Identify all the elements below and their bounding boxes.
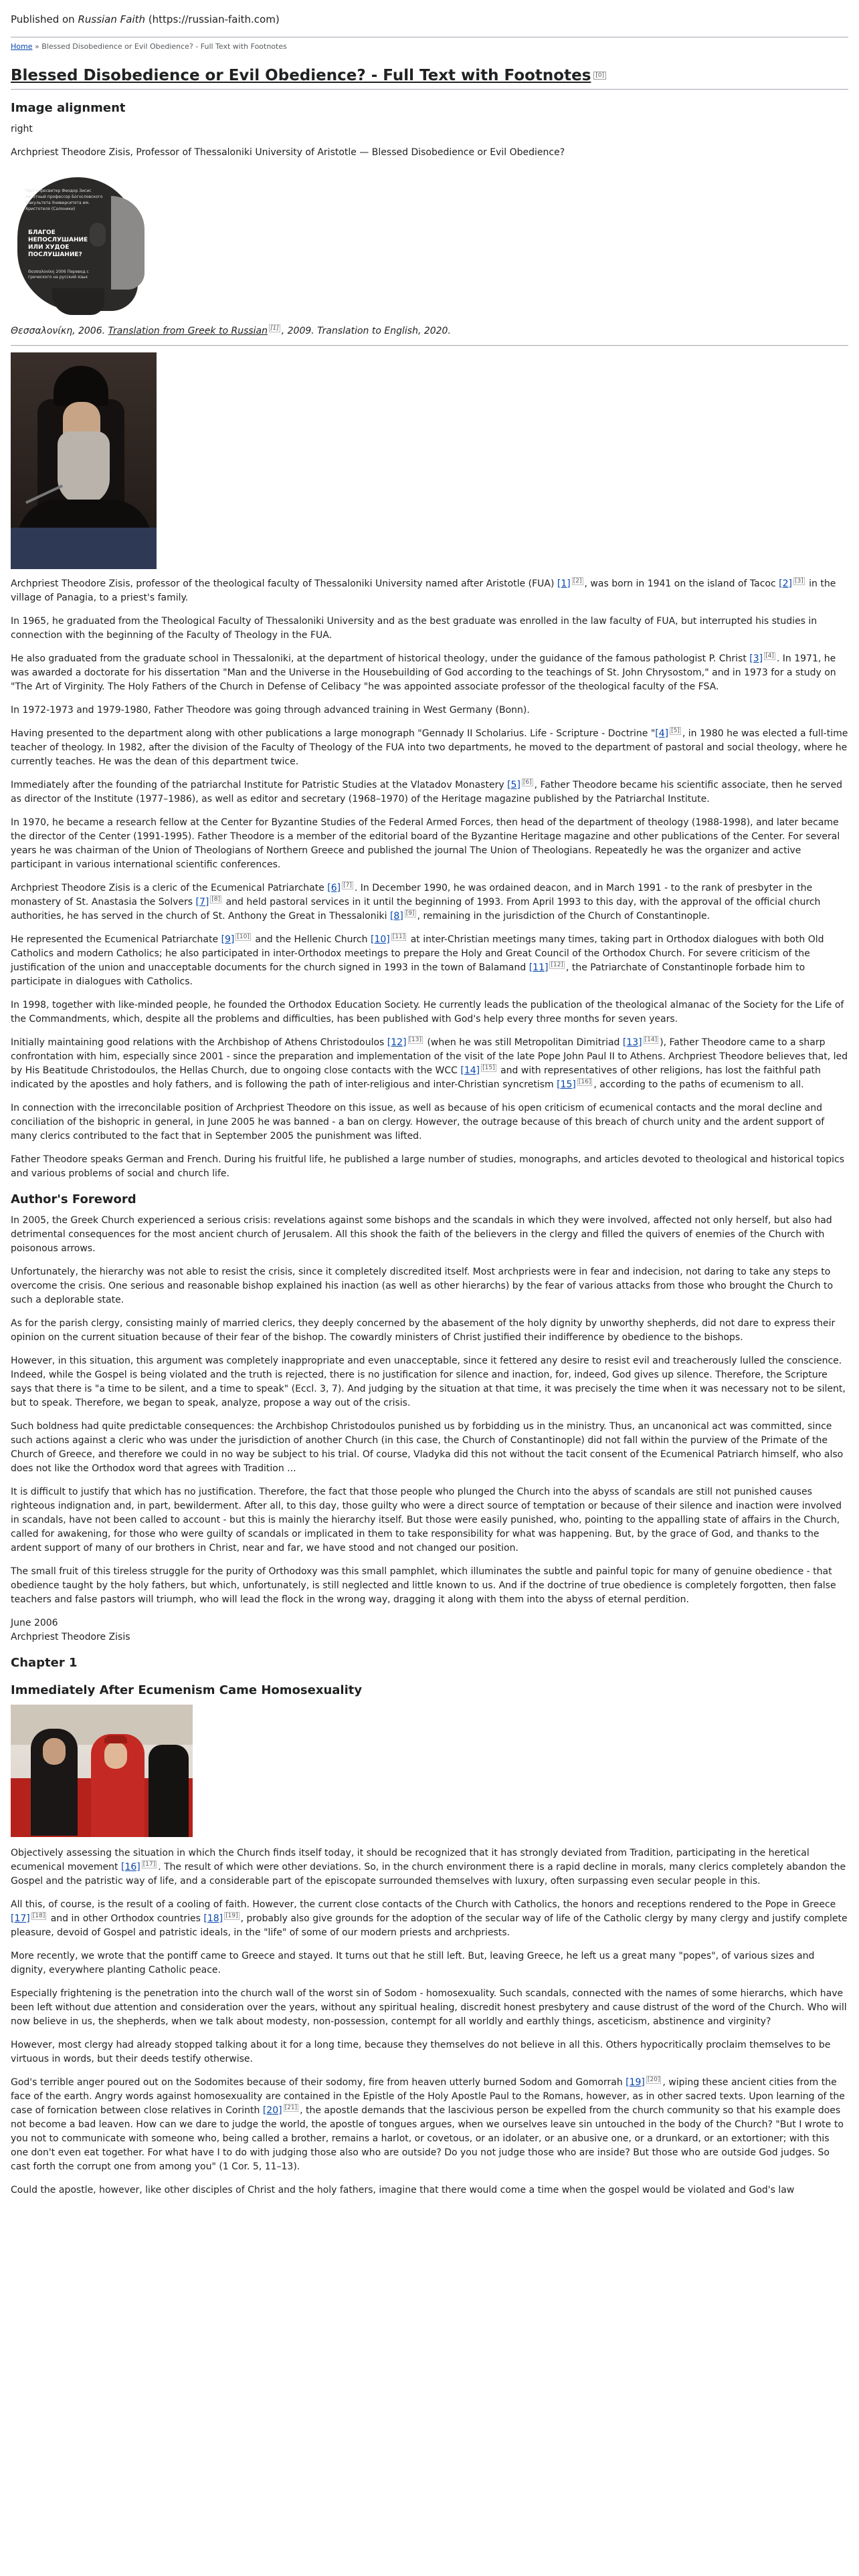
footnote-link[interactable]: [9] bbox=[221, 934, 235, 945]
footnote-link[interactable]: [15] bbox=[557, 1079, 576, 1090]
footnote-marker: [11] bbox=[392, 933, 405, 940]
bio-p5-text: , in 1980 he was elected a full-time teacher of theology. In 1982, after the division of the Faculty of Theology of the FUA into two departments, he moved to the department of pastoral and social theology, where he currently teaches. He was the dean of this department twice. bbox=[11, 728, 848, 767]
foreword-paragraph: As for the parish clergy, consisting mainly of married clerics, they deeply concerned by the abasement of the holy dignity by unworthy shepherds, did not dare to express their opinion on the current situation because of their fear of the bishop. The cowardly ministers of Christ justified their indifference by obedience to the bishops. bbox=[11, 1317, 836, 1343]
breadcrumb-separator: » bbox=[34, 41, 39, 51]
chapter-p2-text: All this, of course, is the result of a cooling of faith. However, the current close contacts of the Church with Catholics, the honors and receptions rendered to the Pope in Greece bbox=[11, 1899, 836, 1910]
chapter-paragraph: However, most clergy had already stopped talking about it for a long time, because they themselves do not believe in all this. Others hypocritically proclaim themselves to be virtuous in words, but their deeds testify otherwise. bbox=[11, 2039, 831, 2064]
chapter-p6-text: God's terrible anger poured out on the Sodomites because of their sodomy, fire from heaven utterly burned Sodom and Gomorrah bbox=[11, 2076, 623, 2088]
chapter-paragraph: Especially frightening is the penetration into the church wall of the worst sin of Sodom - homosexuality. Such scandals, connected with the names of some hierarchs, which have been left without due attention and consideration over the years, without any spiritual healing, discredit honest presbytery and cause distrust of the word of the Church. Who will now believe in us, the shepherds, when we talk about modesty, non-possession, contempt for all worldly and earthly things, asceticism, abstinence and virginity? bbox=[11, 1988, 847, 2027]
bio-p11-text: (when he was still Metropolitan Dimitriad bbox=[427, 1037, 620, 1048]
bio-paragraph: Father Theodore speaks German and French. During his fruitful life, he published a large number of studies, monographs, and articles devoted to theological and historical topics and various problems of social and church life. bbox=[11, 1154, 845, 1179]
photo-kamilavka bbox=[54, 366, 108, 406]
cover-caption bbox=[11, 324, 848, 338]
bio-paragraph bbox=[11, 1036, 848, 1092]
caption-translation-link[interactable]: Translation from Greek to Russian bbox=[108, 325, 268, 336]
chapter-paragraph: Could the apostle, however, like other disciples of Christ and the holy fathers, imagine that there would come a time when the gospel would be violated and God's law bbox=[11, 2184, 795, 2195]
footnote-marker: [18] bbox=[32, 1912, 45, 1919]
bio-p1-text: Archpriest Theodore Zisis, professor of the theological faculty of Thessaloniki University named after Aristotle (FUA) bbox=[11, 578, 555, 589]
footnote-link[interactable]: [6] bbox=[327, 882, 341, 893]
external-link-icon: [0] bbox=[593, 72, 606, 80]
foreword-paragraph: However, in this situation, this argument was completely inappropriate and even unacceptable, since it fettered any desire to resist evil and treacherously lulled the conscience. Indeed, while the Gospel is being violated and the truth is rejected, there is no justification for silence and inaction, for, indeed, God gives up silence. Therefore, the Scripture says that there is "a time to be silent, and a time to speak" (Eccl. 3, 7). And judging by the situation at that time, it was precisely the time when it was necessary not to be silent, but to speak. Therefore, we began to speak, analyze, propose a way out of the crisis. bbox=[11, 1355, 846, 1408]
bio-paragraph: In connection with the irreconcilable position of Archpriest Theodore on this issue, as well as because of his open criticism of ecumenical contacts and the moral decline and conciliation of the bishopric in general, in June 2005 he was banned - a ban on clergy. However, the outrage because of this breach of church unity and the ardent support of many clerics contributed to the fact that in September 2005 the punishment was lifted. bbox=[11, 1102, 825, 1142]
footnote-marker: [12] bbox=[551, 961, 563, 968]
bio-p9-text: at inter-Christian meetings many times, taking part in Orthodox dialogues with both Old Catholics and modern Catholics; he also participated in inter-Orthodox meetings to prepare the Holy and Great Council of the Orthodox Church. For severe criticism of the justification of the union and unacceptable documents for the church signed in 1993 in the town of Balamand bbox=[11, 934, 824, 973]
footnote-link[interactable]: [14] bbox=[460, 1065, 480, 1076]
footnote-marker: [4] bbox=[765, 652, 774, 659]
footnote-link[interactable]: [17] bbox=[11, 1913, 30, 1924]
footnote-marker: [13] bbox=[409, 1036, 422, 1043]
chapter-paragraph bbox=[11, 2076, 848, 2174]
caption-link-marker: [1] bbox=[270, 324, 279, 332]
footnote-link[interactable]: [11] bbox=[529, 962, 549, 973]
foreword-paragraph: It is difficult to justify that which has no justification. Therefore, the fact that those people who plunged the Church into the abyss of scandals are still not punished causes righteous indignation and, in part, bewilderment. After all, to this day, those guilty who were a direct source of temptation or because of their silence and inaction were involved in scandals, have not been called to account - but this is mainly the hierarchy itself. But those were easily punished, who, pointing to the appalling state of affairs in the Church, called for awakening, for those who were guilty of scandals or implicated in them to take responsibility for what was happening. But, by the grace of God, and thanks to the ardent support of many of our brothers in Christ, near and far, we have stood and not changed our position. bbox=[11, 1486, 842, 1553]
bio-paragraph bbox=[11, 577, 848, 605]
bio-p11-text: , according to the paths of ecumenism to all. bbox=[593, 1079, 804, 1090]
page-title bbox=[11, 64, 848, 90]
footnote-marker: [10] bbox=[237, 933, 250, 940]
footnote-link[interactable]: [4] bbox=[655, 728, 669, 739]
image-alignment-heading: Image alignment bbox=[11, 100, 126, 115]
bio-p8-text: . In December 1990, he was ordained deacon, and in March 1991 - to the rank of presbyter in the monastery of St. Anastasia the Solvers bbox=[11, 882, 813, 907]
footnote-marker: [7] bbox=[343, 881, 352, 889]
chapter-paragraph: More recently, we wrote that the pontiff came to Greece and stayed. It turns out that he still left. But, leaving Greece, he left us a great many "popes", of various sizes and dignity, everywhere planting Catholic peace. bbox=[11, 1950, 815, 1975]
photo2-cardinal-face bbox=[104, 1742, 127, 1769]
footnote-link[interactable]: [1] bbox=[557, 578, 571, 589]
footnote-marker: [16] bbox=[578, 1078, 591, 1085]
bio-paragraph: In 1965, he graduated from the Theological Faculty of Thessaloniki University and as the best graduate was enrolled in the law faculty of FUA, but interrupted his studies in connection with the beginning of the Faculty of Theology in the FUA. bbox=[11, 615, 818, 641]
breadcrumb-current: Blessed Disobedience or Evil Obedience? - Full Text with Footnotes bbox=[41, 41, 287, 51]
footnote-marker: [5] bbox=[671, 727, 680, 734]
chapter-p6-text: , the apostle demands that the lascivious person be expelled from the church community so that his example does not become a bad leaven. How can we dare to judge the world, the apostle of tongues argues, when we ourselves leave sin untouched in the body of the Church? "But I wrote to you not to communicate with someone who, being called a brother, remains a harlot, or covetous, or an idolater, or an abusive one, or a drunkard, or an extortioner; with this one don't even eat together. For what have I to do with judging those also who are outside? Do you not judge those who are inside? But those who are outside God judges. So cast forth the corrupt one from among you" (1 Cor. 5, 11–13). bbox=[11, 2105, 844, 2172]
subtitle-line: Archpriest Theodore Zisis, Professor of Thessaloniki University of Aristotle — Blessed Disobedience or Evil Obedience? bbox=[11, 146, 565, 158]
bio-paragraph bbox=[11, 881, 848, 924]
footnote-marker: [9] bbox=[405, 909, 415, 917]
footnote-link[interactable]: [8] bbox=[389, 910, 403, 922]
chapter-p2-text: and in other Orthodox countries bbox=[50, 1913, 201, 1924]
bio-p1-text: , was born in 1941 on the island of Tacoc bbox=[584, 578, 776, 589]
caption-suffix: , 2009. Translation to English, 2020. bbox=[281, 325, 451, 336]
footnote-marker: [19] bbox=[225, 1912, 238, 1919]
bio-p9-text: and the Hellenic Church bbox=[255, 934, 368, 945]
bio-paragraph bbox=[11, 652, 848, 694]
bio-p5-text: Having presented to the department along with other publications a large monograph "Gennady II Scholarius. Life - Scripture - Doctrine " bbox=[11, 728, 656, 739]
cover-face-profile bbox=[111, 196, 145, 290]
bio-p9-text: , the Patriarchate of Constantinople forbade him to participate in dialogues with Catholics. bbox=[11, 962, 805, 987]
bio-paragraph bbox=[11, 933, 848, 989]
footnote-marker: [3] bbox=[794, 577, 803, 584]
section-divider bbox=[11, 345, 848, 346]
footnote-link[interactable]: [18] bbox=[203, 1913, 223, 1924]
site-name: Russian Faith bbox=[78, 13, 146, 25]
bio-p8-text: , remaining in the jurisdiction of the Church of Constantinople. bbox=[417, 910, 710, 922]
footnote-marker: [14] bbox=[644, 1036, 658, 1043]
foreword-paragraph: In 2005, the Greek Church experienced a serious crisis: revelations against some bishops and the scandals in which they were involved, affected not only herself, but also had detrimental consequences for the most ancient church of Jerusalem. All this shook the faith of the believers in the clergy and filled the quivers of enemies of the Church with poisonous arrows. bbox=[11, 1214, 832, 1254]
cover-neck bbox=[52, 288, 104, 315]
bio-p11-text: and with representatives of other religions, has lost the faithful path indicated by the apostles and holy fathers, and is following the path of inter-religious and inter-Christian syncretism bbox=[11, 1065, 821, 1090]
footnote-marker: [8] bbox=[211, 895, 221, 903]
footnote-marker: [15] bbox=[482, 1064, 495, 1071]
cover-title-text: БЛАГОЕ НЕПОСЛУШАНИЕ ИЛИ ХУДОЕ ПОСЛУШАНИЕ? bbox=[28, 229, 88, 258]
page-title-text: Blessed Disobedience or Evil Obedience? - Full Text with Footnotes bbox=[11, 67, 591, 84]
footnote-marker: [20] bbox=[647, 2076, 660, 2083]
site-url-link[interactable]: (https://russian-faith.com) bbox=[148, 13, 280, 25]
chapter-paragraph bbox=[11, 1898, 848, 1940]
chapter-subheading: Immediately After Ecumenism Came Homosexuality bbox=[11, 1683, 363, 1697]
published-prefix: Published on bbox=[11, 13, 75, 25]
image-alignment-value: right bbox=[11, 123, 33, 134]
photo2-bystander bbox=[149, 1745, 189, 1837]
bio-p8-text: Archpriest Theodore Zisis is a cleric of the Ecumenical Patriarchate bbox=[11, 882, 324, 893]
foreword-paragraph: Such boldness had quite predictable consequences: the Archbishop Christodoulos punished us by forbidding us in the ministry. Thus, an uncanonical act was committed, since such actions against a cleric who was under the jurisdiction of another Church (in this case, the Church of Constantinople) did not fall within the purview of the Primate of the Church of Greece, and therefore we could in no way be subject to his trial. Of course, Vladyka did this not without the tacit consent of the Ecumenical Patriarch himself, who also does not like the Orthodox word that agrees with Tradition ... bbox=[11, 1420, 844, 1474]
chapter-p2-text: , probably also give grounds for the adoption of the secular way of life of the Catholic clergy by many clergy and justify complete pleasure, devoid of Gospel and patristic ideals, in the "life" of some of our modern priests and archpriests. bbox=[11, 1913, 848, 1938]
foreword-signature: Archpriest Theodore Zisis bbox=[11, 1631, 130, 1642]
footnote-marker: [17] bbox=[142, 1860, 156, 1868]
ecumenism-meeting-photo bbox=[11, 1705, 193, 1837]
footnote-link[interactable]: [13] bbox=[622, 1037, 642, 1048]
bio-p11-text: ), Father Theodore came to a sharp confrontation with him, especially since 2001 - since the preparation and implementation of the visit of the late Pope John Paul II to Athens. Archpriest Theodore believes that, led by His Beatitude Christodoulos, the Hellas Church, due to ongoing close contacts with the WCC bbox=[11, 1037, 848, 1076]
published-on bbox=[11, 0, 848, 27]
footnote-link[interactable]: [3] bbox=[749, 653, 763, 664]
chapter-heading: Chapter 1 bbox=[11, 1655, 78, 1670]
archpriest-portrait-photo bbox=[11, 352, 157, 569]
chapter-p6-text: , wiping these ancient cities from the face of the earth. Angry words against homosexuality are contained in the Epistle of the Holy Apostle Paul to the Romans, however, as in other sacred texts. Upon learning of the case of fornication between close relatives in Corinth bbox=[11, 2076, 845, 2116]
footnote-link[interactable]: [16] bbox=[120, 1861, 140, 1872]
chapter-p1-text: . The result of which were other deviations. So, in the church environment there is a rapid decline in morals, many clerics completely abandon the Gospel and the patristic way of life, and a considerable part of the episcopate surrounded themselves with luxury, often surpassing even secular people in this. bbox=[11, 1861, 846, 1887]
bio-p3-text: He also graduated from the graduate school in Thessaloniki, at the department of historical theology, under the guidance of the famous pathologist P. Christ bbox=[11, 653, 747, 664]
foreword-date: June 2006 bbox=[11, 1617, 58, 1628]
footnote-link[interactable]: [5] bbox=[507, 779, 520, 790]
bio-paragraph: In 1972-1973 and 1979-1980, Father Theodore was going through advanced training in West Germany (Bonn). bbox=[11, 704, 530, 716]
bio-paragraph: In 1998, together with like-minded people, he founded the Orthodox Education Society. He currently leads the publication of the theological almanac of the Society for the Life of the Commandments, which, despite all the problems and difficulties, has been published with God's help every three months for seven years. bbox=[11, 999, 844, 1025]
caption-prefix: Θεσσαλονίκη, 2006. bbox=[11, 325, 106, 336]
bio-p6-text: Immediately after the founding of the patriarchal Institute for Patristic Studies at the Vlatadov Monastery bbox=[11, 779, 504, 790]
footnote-link[interactable]: [10] bbox=[371, 934, 390, 945]
footnote-link[interactable]: [2] bbox=[779, 578, 792, 589]
footnote-link[interactable]: [12] bbox=[387, 1037, 407, 1048]
footnote-marker: [6] bbox=[522, 778, 532, 786]
bio-paragraph bbox=[11, 778, 848, 807]
bio-p11-text: Initially maintaining good relations with the Archbishop of Athens Christodoulos bbox=[11, 1037, 385, 1048]
photo2-zucchetto bbox=[104, 1735, 127, 1743]
photo-beard bbox=[58, 431, 110, 505]
bio-p6-text: , Father Theodore became his scientific associate, then he served as director of the Institute (1977–1986), as well as editor and secretary (1968–1970) of the Heritage magazine published by the Patriarchal Institute. bbox=[11, 779, 842, 804]
breadcrumb-home-link[interactable]: Home bbox=[11, 41, 33, 51]
cover-bottom-text: Θεσσαλονίκη 2006 Перевод с греческого на русский язык bbox=[28, 269, 89, 280]
cover-author-text: Протопресвитер Феодор Зисис почетный профессор Богословского факультета Университета им. Аристотеля (Салоники) bbox=[25, 188, 103, 211]
footnote-link[interactable]: [20] bbox=[262, 2105, 282, 2116]
footnote-marker: [2] bbox=[573, 577, 582, 584]
chapter-paragraph bbox=[11, 1846, 848, 1889]
photo-lectern bbox=[11, 528, 157, 569]
bio-p8-text: and held pastoral services in it until the beginning of 1993. From April 1993 to this day, with the approval of the official church authorities, he has served in the church of St. Anthony the Great in Thessaloniki bbox=[11, 896, 821, 922]
bio-paragraph: In 1970, he became a research fellow at the Center for Byzantine Studies of the Federal Armed Forces, then head of the department of theology (1988-1998), and later became the director of the Center (1991-1995). Father Theodore is a member of the editorial board of the Byzantine Heritage magazine and other publications of the Center. For several years he was chairman of the Union of Theologians of Northern Greece and published the journal The Union of Theologians. Repeatedly he was the organizer and active participant in various international scientific conferences. bbox=[11, 817, 840, 870]
book-cover-image bbox=[11, 169, 151, 318]
footnote-marker: [21] bbox=[284, 2104, 298, 2111]
footnote-link[interactable]: [7] bbox=[195, 896, 209, 907]
chapter-p1-text: Objectively assessing the situation in which the Church finds itself today, it should be recognized that it has strongly deviated from Tradition, participating in the heretical ecumenical movement bbox=[11, 1847, 809, 1872]
foreword-heading: Author's Foreword bbox=[11, 1192, 136, 1206]
breadcrumb bbox=[11, 41, 848, 53]
bio-paragraph bbox=[11, 727, 848, 769]
footnote-link[interactable]: [19] bbox=[626, 2076, 645, 2088]
bio-p3-text: . In 1971, he was awarded a doctorate for his dissertation "Man and the Universe in the Housebuilding of God according to the teachings of St. John Chrysostom," and in 1973 for a study on "The Art of Virginity. The Holy Fathers of the Church in Defense of Celibacy "he was appointed associate professor of the theological faculty of the FSA. bbox=[11, 653, 836, 692]
photo2-hierarch-face bbox=[43, 1738, 66, 1765]
foreword-paragraph: Unfortunately, the hierarchy was not able to resist the crisis, since it completely discredited itself. Most archpriests were in fear and indecision, not daring to take any steps to overcome the crisis. One serious and reasonable bishop explained his inaction (as well as other hierarchs) by the fear of various attacks from those who brought the Church to such a deplorable state. bbox=[11, 1266, 834, 1305]
foreword-paragraph: The small fruit of this tireless struggle for the purity of Orthodoxy was this small pamphlet, which illuminates the subtle and painful topic for many of genuine obedience - that obedience taught by the holy fathers, but which, unfortunately, is still neglected and little known to us. And if the doctrine of true obedience is completely forgotten, then false teachers and false pastors will triumph, who will lead the flock in the wrong way, dragging it along with them into the abyss of eternal perdition. bbox=[11, 1566, 836, 1605]
bio-p1-text: in the village of Panagia, to a priest's family. bbox=[11, 578, 836, 603]
bio-p9-text: He represented the Ecumenical Patriarchate bbox=[11, 934, 219, 945]
